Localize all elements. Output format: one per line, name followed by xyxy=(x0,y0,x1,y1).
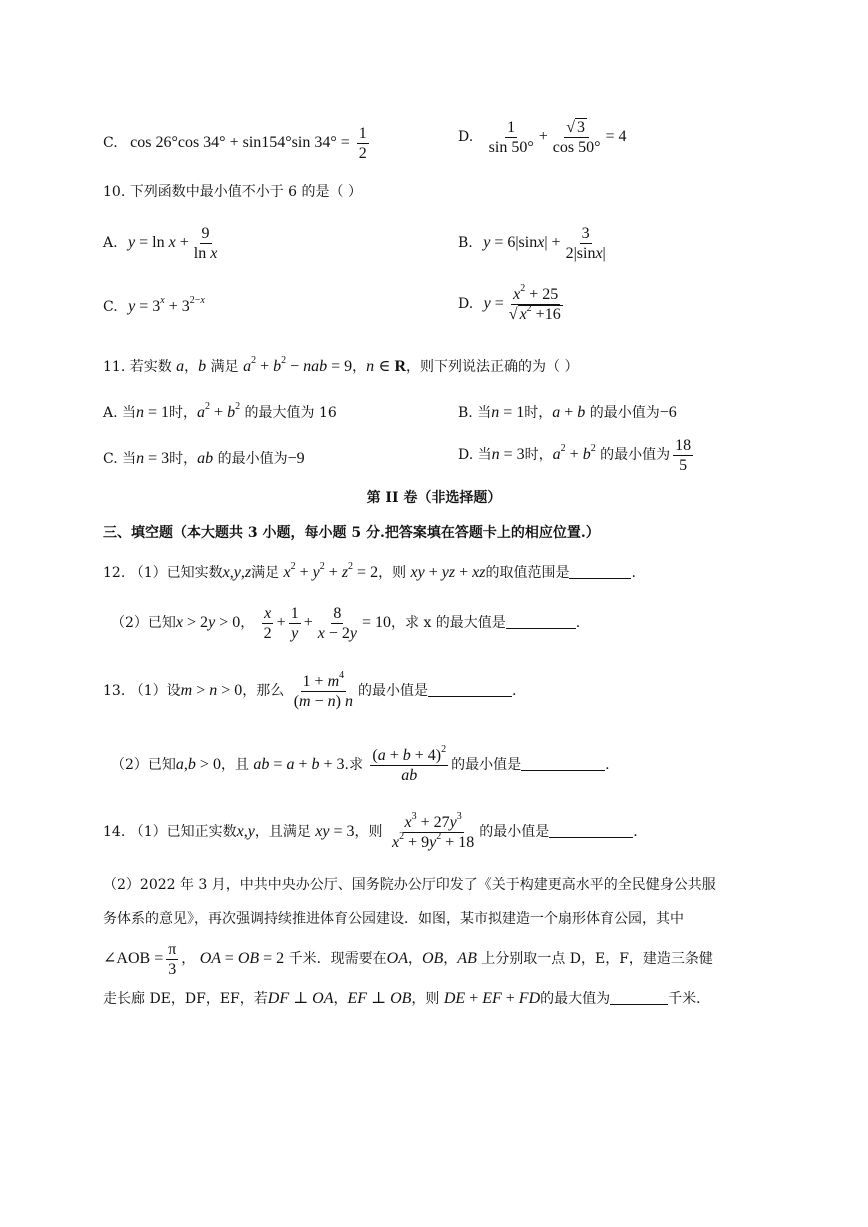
q13-part2: （2）已知a,b > 0，且 ab = a + b + 3.求 $\frac{(a + b + 4)^2}{ab}$ 的最小值是 . xyxy=(111,744,610,784)
q12-part1: 12. （1）已知实数x,y,z满足 $x^2 + y^2 + z^2 = 2$，则 xy + yz + xz的取值范围是 . xyxy=(103,561,636,581)
q14-part2-line2: 务体系的意见》，再次强调持续推进体育公园建设．如图，某市拟建造一个扇形体育公园，其中 xyxy=(103,911,684,927)
q14-part2-line1: （2）2022 年 3 月，中共中央办公厅、国务院办公厅印发了《关于构建更高水平的全民健身公共服 xyxy=(103,877,716,893)
answer-blank[interactable] xyxy=(521,755,605,771)
q9-option-d: D. $\frac{1}{\sin 50^\circ}$ + $\frac{√ 3}{\cos 50^\circ}$ = 4 xyxy=(458,119,627,156)
q9-d-formula: $\frac{1}{\sin 50^\circ}$ + $\frac{√ 3}{\cos 50^\circ}$ = 4 xyxy=(488,119,627,156)
q12-part2: （2）已知x > 2y > 0， $\frac{x}{2}$ + $\frac{1}{y}$ + $\frac{8}{x - 2y}$ = 10，求 x 的最大值是 . xyxy=(111,605,581,642)
q10-option-a: A. y = ln x + $\frac{9}{\text{ln x}}$ xyxy=(103,225,218,262)
q10-stem: 10. 下列函数中最小值不小于 6 的是（ ） xyxy=(103,184,362,200)
q11-option-d: D. 当n = 3时，$a^2 + b^2$ 的最小值为 $\frac{18}{5}$ xyxy=(458,437,692,474)
q14-part2-line4: 走长廊 DE，DF，EF，若DF ⊥ OA，EF ⊥ OB，则 DE + EF + FD的最大值为 千米． xyxy=(103,990,711,1007)
q9-option-c: C. cos 26°cos 34° + sin154°sin 34° = $\frac{1}{2}$ xyxy=(103,124,372,163)
q14-part2-line3: ∠AOB = $\frac{\pi}{3}$ ， OA = OB = 2 千米．现需要在OA，OB，AB 上分别取一点 D，E，F，建造三条健 xyxy=(103,941,713,978)
answer-blank[interactable] xyxy=(428,681,512,697)
q14-part1: 14. （1）已知正实数x,y，且满足 xy = 3，则 $\frac{x^3 + 27y^3}{x^2 + 9y^2 + 18}$ 的最小值是 . xyxy=(103,811,638,851)
q9-c-formula: cos 26°cos 34° + sin154°sin 34° = $\frac{1}{2}$ xyxy=(130,125,367,162)
answer-blank[interactable] xyxy=(506,613,576,629)
q10-option-c: C. $y = 3^x + 3^{2-x}$ xyxy=(103,295,205,315)
q11-option-a: A. 当n = 1时，$a^2 + b^2$ 的最大值为 16 xyxy=(103,401,337,421)
q10-option-b: B. y = 6|sinx| + $\frac{3}{2|\sin x|}$ xyxy=(458,225,606,262)
answer-blank[interactable] xyxy=(569,563,631,579)
q13-part1: 13. （1）设m > n > 0，那么 $\frac{1 + m^4}{(m - n) n}$ 的最小值是 . xyxy=(103,670,517,710)
answer-blank[interactable] xyxy=(549,822,633,838)
q11-option-c: C. 当n = 3时，ab 的最小值为−9 xyxy=(103,450,305,467)
q10-option-d: D. y = $\frac{x^2 + 25}{√ x^2 +16}$ xyxy=(458,283,561,323)
section2-title: 第 II 卷（非选择题） xyxy=(366,490,502,506)
q11-option-b: B. 当n = 1时，a + b 的最小值为−6 xyxy=(458,404,677,421)
q11-stem: 11. 若实数 a，b 满足 $a^2 + b^2$ − nab = 9，n ∈ R，则下列说法正确的为（ ） xyxy=(103,355,579,375)
section3-title: 三、填空题（本大题共 3 小题，每小题 5 分.把答案填在答题卡上的相应位置.） xyxy=(103,525,600,541)
answer-blank[interactable] xyxy=(610,989,668,1005)
